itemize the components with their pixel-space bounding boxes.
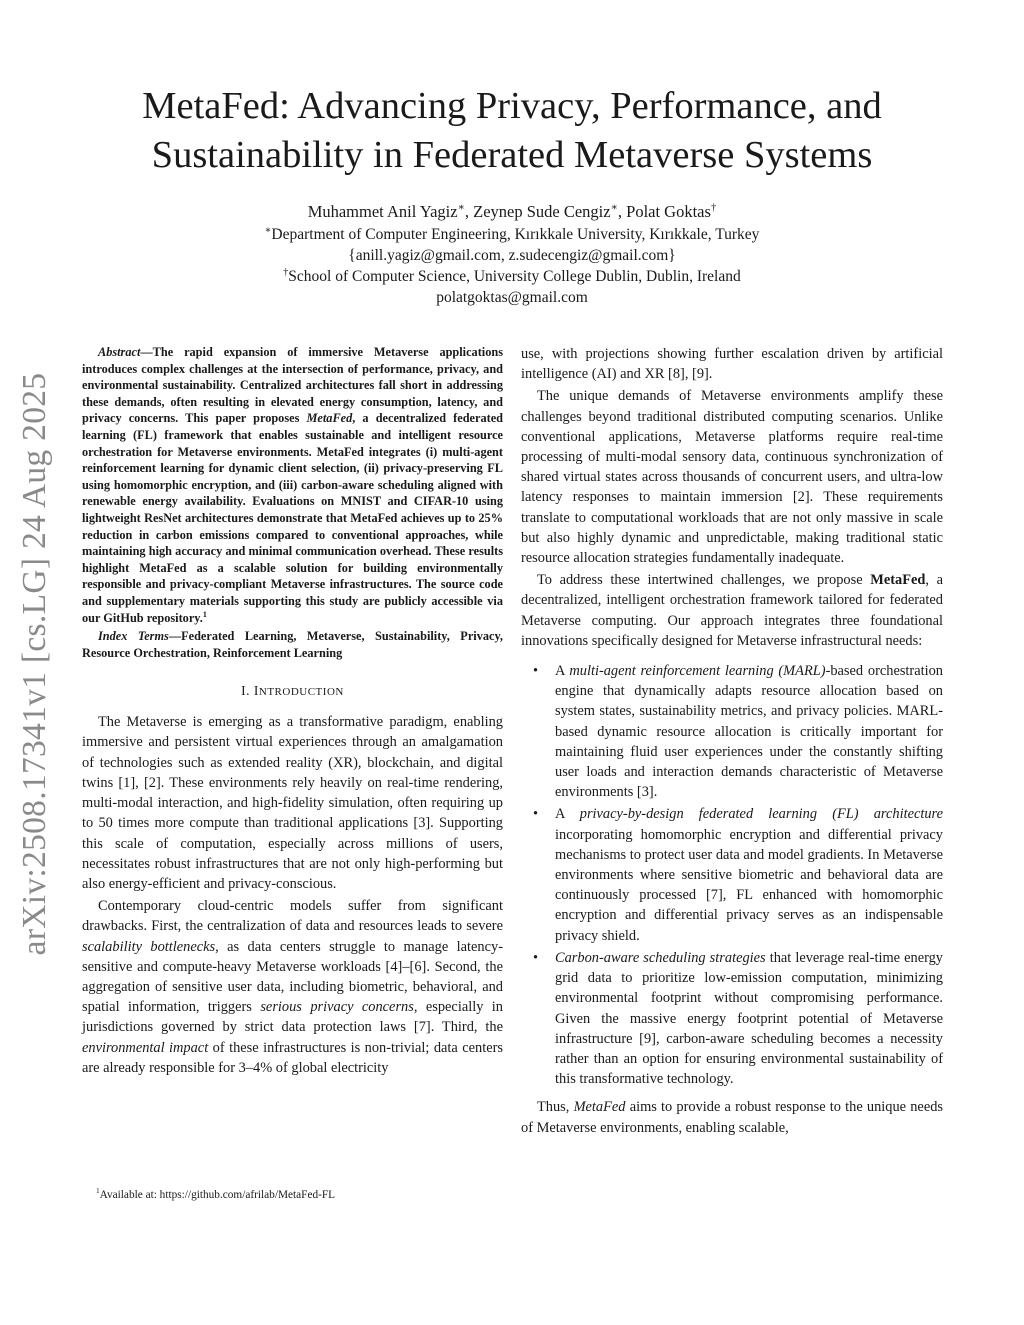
list-item bbox=[521, 661, 943, 802]
footnote-text: Available at: https://github.com/afrilab/MetaFed-FL bbox=[99, 1189, 336, 1201]
intro-p5-text-a: Thus, bbox=[537, 1099, 574, 1116]
contributions-list bbox=[521, 661, 943, 1089]
section-heading-introduction bbox=[82, 683, 503, 699]
index-terms bbox=[82, 628, 503, 661]
bullet-3-text: that leverage real-time energy grid data to prioritize low-emission computation, minimizing environmental footprint without compromising performance. Given the massive energy footprint potential of Metaverse infrastructure [9], carbon-aware scheduling becomes a necessity rather than an option for ensuring environmental sustainability of this transformative technology. bbox=[555, 949, 944, 1088]
abstract-text-2: , a decentralized federated learning (FL) framework that enables sustainable and intelligent resource orchestration for Metaverse environments. MetaFed integrates (i) multi-agent reinforcement learning for dynamic client selection, (ii) privacy-preserving FL using homomorphic encryption, and (iii) carbon-aware scheduling aligned with renewable energy availability. Evaluations on MNIST and CIFAR-10 using lightweight ResNet architectures demonstrate that MetaFed achieves up to 25% reduction in carbon emissions compared to conventional approaches, while maintaining high accuracy and minimal communication overhead. These results highlight MetaFed as a scalable solution for building environmentally responsible and privacy-compliant Metaverse infrastructures. The source code and supplementary materials supporting this study are publicly accessible via our GitHub repository. bbox=[82, 411, 503, 625]
section-title-rest: NTRODUCTION bbox=[258, 686, 344, 699]
affiliation-1 bbox=[80, 224, 944, 245]
arxiv-identifier-stamp bbox=[6, 364, 64, 964]
intro-p4-text-b: , a decentralized, intelligent orchestration framework tailored for federated Metaverse computing. Our approach integrates three foundational innovations specifically designed for Metaverse infrastructural needs: bbox=[521, 572, 943, 649]
title-line-2: Sustainability in Federated Metaverse Systems bbox=[151, 134, 873, 176]
intro-p2-em-environmental: environmental impact bbox=[82, 1039, 209, 1056]
author-2: Zeynep Sude Cengiz bbox=[473, 202, 611, 221]
intro-p4-text-a: To address these intertwined challenges, we propose bbox=[537, 572, 871, 589]
abstract-text-1: The rapid expansion of immersive Metaverse applications introduces complex challenges at the intersection of performance, privacy, and environmental sustainability. Centralized architectures fall short in addressing these demands, often resulting in elevated energy consumption, latency, and privacy concerns. This paper proposes bbox=[82, 345, 503, 426]
abstract-dash: — bbox=[140, 345, 153, 359]
section-numeral: I. bbox=[241, 683, 251, 699]
email-2: polatgoktas@gmail.com bbox=[436, 289, 588, 306]
bullet-icon: • bbox=[533, 806, 539, 823]
intro-p2-em-privacy: serious privacy concerns bbox=[260, 999, 414, 1016]
intro-paragraph-4 bbox=[521, 570, 943, 651]
intro-p2-text-b: , as data centers struggle to manage latency-sensitive and compute-heavy Metaverse workloads [4]–[6]. Second, the aggregation of sensitive user data, including biometric, behavioral, and spatial information, triggers bbox=[82, 938, 503, 1016]
bullet-1-em: multi-agent reinforcement learning (MARL) bbox=[569, 663, 826, 680]
emails-1: {anill.yagiz@gmail.com, z.sudecengiz@gmail.com} bbox=[348, 247, 676, 264]
affiliation-2-mark: † bbox=[283, 266, 289, 278]
left-column bbox=[82, 344, 503, 1078]
intro-paragraph-1: The Metaverse is emerging as a transformative paradigm, enabling immersive and persistent virtual experiences through an amalgamation of technologies such as extended reality (XR), blockchain, and digital twins [1], [2]. These environments rely heavily on real-time rendering, multi-modal interaction, and high-fidelity simulation, often requiring up to 50 times more compute than traditional applications [3]. Supporting this scale of computation, especially across millions of users, necessitates robust infrastructures that are not only high-performing but also energy-efficient and privacy-conscious. bbox=[82, 714, 503, 892]
author-3: Polat Goktas bbox=[626, 202, 711, 221]
affiliation-1-mark: ∗ bbox=[264, 224, 272, 236]
intro-p2-text-d: of these infrastructures is non-trivial; data centers are already responsible for 3–4% of global electricity bbox=[82, 1039, 503, 1076]
section-title-initial: I bbox=[253, 683, 259, 699]
bullet-1-pre: A bbox=[555, 663, 570, 680]
bullet-2-pre: A bbox=[555, 806, 580, 823]
intro-paragraph-2 bbox=[82, 896, 503, 1078]
affiliation-1-text: Department of Computer Engineering, Kırıkkale University, Kırıkkale, Turkey bbox=[271, 226, 760, 243]
list-item bbox=[521, 948, 943, 1089]
author-1: Muhammet Anil Yagiz bbox=[307, 202, 458, 221]
intro-paragraph-5 bbox=[521, 1097, 943, 1137]
abstract bbox=[82, 344, 503, 626]
intro-p2-text-c: , especially in jurisdictions governed by strict data protection laws [7]. Third, the bbox=[82, 999, 504, 1036]
bullet-1-text: -based orchestration engine that dynamically adapts resource allocation based on system states, sustainability metrics, and privacy policies. MARL-based dynamic resource allocation is critically important for maintaining fluid user experiences under the constantly shifting user loads and interaction demands characteristic of Metaverse environments [3]. bbox=[555, 663, 943, 801]
index-terms-dash: — bbox=[168, 629, 182, 644]
author-3-mark: † bbox=[710, 201, 717, 214]
index-terms-label: Index Terms bbox=[98, 629, 169, 644]
right-column bbox=[521, 344, 943, 1138]
intro-p5-text-b: aims to provide a robust response to the unique needs of Metaverse environments, enabling scalable, bbox=[521, 1099, 943, 1136]
bullet-2-text: incorporating homomorphic encryption and differential privacy mechanisms to protect user data and model gradients. In Metaverse environments where sensitive biometric and behavioral data are continuously processed [7], FL enhanced with homomorphic encryption and differential privacy serves as an indispensable privacy shield. bbox=[555, 826, 943, 944]
abstract-label: Abstract bbox=[98, 345, 141, 359]
arxiv-identifier-text: arXiv:2508.17341v1 [cs.LG] 24 Aug 2025 bbox=[16, 372, 53, 956]
bullet-2-em: privacy-by-design federated learning (FL) architecture bbox=[579, 806, 943, 823]
intro-paragraph-3: The unique demands of Metaverse environments amplify these challenges beyond traditional distributed computing scenarios. Unlike conventional applications, Metaverse platforms require real-time processing of multi-modal sensory data, continuous synchronization of shared virtual states across thousands of concurrent users, and ultra-low latency responses to maintain immersion [2]. These requirements translate to computational workloads that are not only massive in scale but also highly dynamic and unpredictable, making traditional static resource allocation strategies fundamentally inadequate. bbox=[521, 388, 943, 567]
bullet-icon: • bbox=[533, 949, 539, 966]
title-line-1: MetaFed: Advancing Privacy, Performance, and bbox=[142, 85, 882, 127]
author-names: Muhammet Anil Yagiz∗, Zeynep Sude Cengiz∗, Polat Goktas† bbox=[307, 201, 717, 221]
footnote bbox=[82, 1188, 503, 1202]
abstract-footnote-mark: 1 bbox=[202, 609, 207, 619]
author-block bbox=[80, 200, 944, 308]
bullet-3-em: Carbon-aware scheduling strategies bbox=[555, 949, 766, 966]
affiliation-2-text: School of Computer Science, University College Dublin, Dublin, Ireland bbox=[288, 268, 741, 285]
list-item bbox=[521, 804, 943, 945]
bullet-icon: • bbox=[533, 663, 539, 680]
intro-p2-text-a: Contemporary cloud-centric models suffer from significant drawbacks. First, the centralization of data and resources leads to severe bbox=[82, 898, 503, 935]
intro-paragraph-continued: use, with projections showing further escalation driven by artificial intelligence (AI) and XR [8], [9]. bbox=[521, 346, 943, 383]
affiliation-2 bbox=[80, 266, 944, 287]
index-terms-text: Federated Learning, Metaverse, Sustainability, Privacy, Resource Orchestration, Reinforcement Learning bbox=[82, 629, 503, 660]
intro-p5-metafed: MetaFed bbox=[573, 1099, 626, 1116]
intro-p2-em-scalability: scalability bottlenecks bbox=[82, 938, 216, 955]
abstract-metafed: MetaFed bbox=[306, 411, 353, 426]
intro-p4-metafed-bold: MetaFed bbox=[870, 572, 926, 589]
author-1-mark: ∗ bbox=[457, 201, 465, 214]
footnote-mark: 1 bbox=[96, 1186, 100, 1196]
author-2-mark: ∗ bbox=[610, 201, 618, 214]
paper-title bbox=[80, 82, 944, 180]
